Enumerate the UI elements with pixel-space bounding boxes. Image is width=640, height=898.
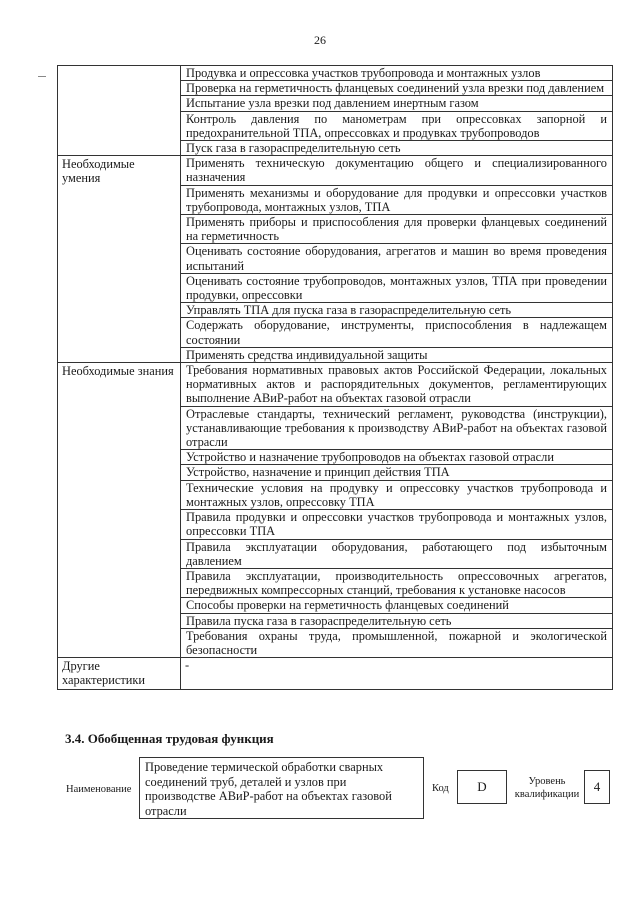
name-value: Проведение термической обработки сварных соединений труб, деталей и узлов при производстве АВиР-работ на объектах газовой отрасли <box>139 757 424 819</box>
table-row <box>58 658 613 689</box>
row-item: Оценивать состояние трубопроводов, монтажных узлов, ТПА при проведении продувки, опрессовки <box>181 273 613 302</box>
row-item: Требования охраны труда, промышленной, пожарной и экологической безопасности <box>181 628 613 657</box>
row-item: Правила эксплуатации оборудования, работающего под избыточным давлением <box>181 539 613 568</box>
row-item: Применять средства индивидуальной защиты <box>181 347 613 362</box>
row-item: Контроль давления по манометрам при опрессовках запорной и предохранительной ТПА, опрессовках и продувках трубопроводов <box>181 111 613 140</box>
row-item: Способы проверки на герметичность фланцевых соединений <box>181 598 613 613</box>
level-label: Уровень квалификации <box>514 776 580 800</box>
row-item: Требования нормативных правовых актов Российской Федерации, локальных нормативных актов и распорядительных документов, регламентирующих выполнение АВиР-работ на объектах газовой отрасли <box>181 363 613 407</box>
row-item: Правила продувки и опрессовки участков трубопровода и монтажных узлов, опрессовки ТПА <box>181 510 613 539</box>
row-item: Пуск газа в газораспределительную сеть <box>181 141 613 156</box>
row-item: Проверка на герметичность фланцевых соединений узла врезки под давлением <box>181 81 613 96</box>
row-item: Применять техническую документацию общего и специализированного назначения <box>181 156 613 185</box>
row-item: Устройство и назначение трубопроводов на объектах газовой отрасли <box>181 450 613 465</box>
row-item: Продувка и опрессовка участков трубопровода и монтажных узлов <box>181 66 613 81</box>
code-label: Код <box>432 783 449 794</box>
row-item: Управлять ТПА для пуска газа в газораспределительную сеть <box>181 303 613 318</box>
row-item: - <box>181 658 613 689</box>
table-row <box>58 66 613 81</box>
row-item: Устройство, назначение и принцип действия ТПА <box>181 465 613 480</box>
labor-function-table <box>57 65 613 690</box>
table-body <box>58 66 613 690</box>
level-value: 4 <box>584 770 610 804</box>
table-row <box>58 363 613 407</box>
row-label: Необходимые знания <box>58 363 181 658</box>
row-item: Оценивать состояние оборудования, агрегатов и машин во время проведения испытаний <box>181 244 613 273</box>
row-item: Правила эксплуатации, производительность опрессовочных агрегатов, передвижных компрессорных станций, требования к установке насосов <box>181 568 613 597</box>
row-label: Необходимые умения <box>58 156 181 363</box>
row-item: Содержать оборудование, инструменты, приспособления в надлежащем состоянии <box>181 318 613 347</box>
row-item: Технические условия на продувку и опрессовку участков трубопровода и монтажных узлов, опрессовку ТПА <box>181 480 613 509</box>
margin-mark <box>38 76 46 77</box>
row-item: Правила пуска газа в газораспределительную сеть <box>181 613 613 628</box>
section-heading: 3.4. Обобщенная трудовая функция <box>65 731 274 746</box>
table-row <box>58 156 613 185</box>
row-item: Применять приборы и приспособления для проверки фланцевых соединений на герметичность <box>181 215 613 244</box>
row-item: Применять механизмы и оборудование для продувки и опрессовки участков трубопровода, монтажных узлов, ТПА <box>181 185 613 214</box>
code-value: D <box>457 770 507 804</box>
row-item: Отраслевые стандарты, технический регламент, руководства (инструкции), устанавливающие требования к производству АВиР-работ на объектах газовой отрасли <box>181 406 613 450</box>
name-label: Наименование <box>66 784 132 795</box>
row-label <box>58 66 181 156</box>
row-label: Другие характеристики <box>58 658 181 689</box>
page-number: 26 <box>314 33 326 47</box>
row-item: Испытание узла врезки под давлением инертным газом <box>181 96 613 111</box>
